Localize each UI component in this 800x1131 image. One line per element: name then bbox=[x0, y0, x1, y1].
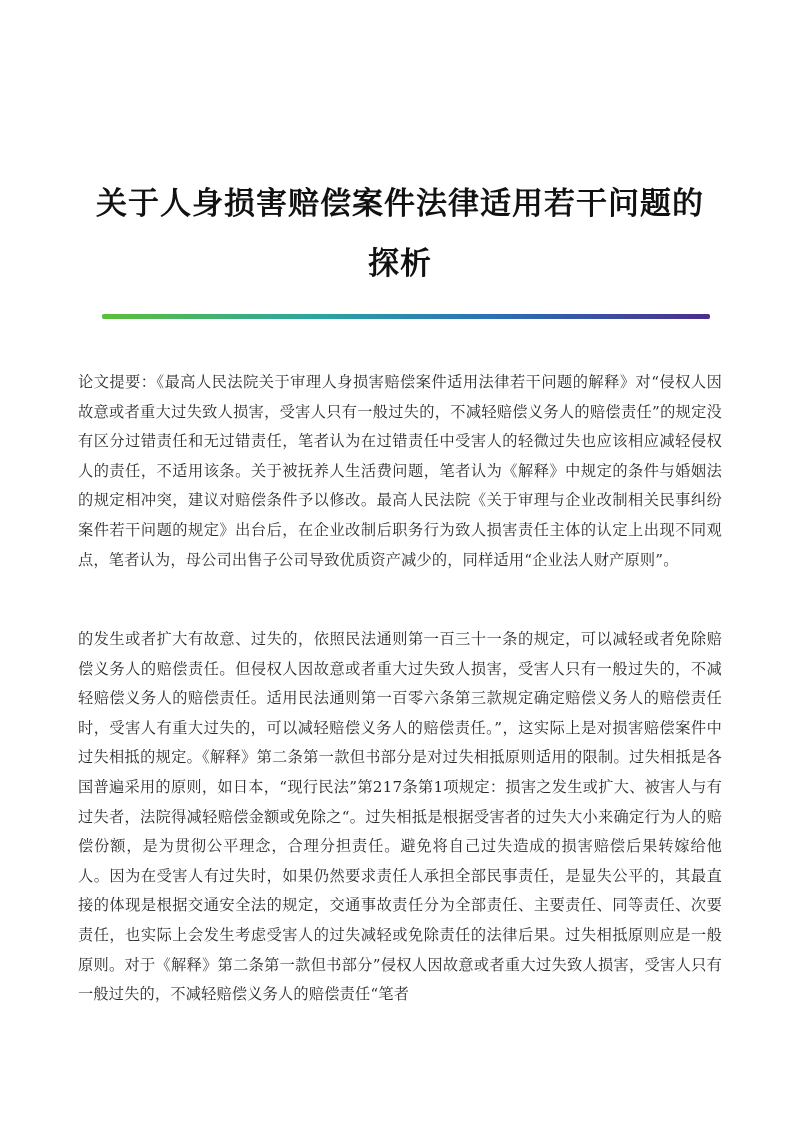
title-divider bbox=[102, 314, 710, 319]
document-title bbox=[60, 174, 740, 294]
body-paragraph: 的发生或者扩大有故意、过失的，依照民法通则第一百三十一条的规定，可以减轻或者免除赔偿义务人的赔偿责任。但侵权人因故意或者重大过失致人损害，受害人只有一般过失的，不减轻赔偿义务人的赔偿责任。适用民法通则第一百零六条第三款规定确定赔偿义务人的赔偿责任时，受害人有重大过失的，可以减轻赔偿义务人的赔偿责任。”，这实际上是对损害赔偿案件中过失相抵的规定。《解释》第二条第一款但书部分是对过失相抵原则适用的限制。过失相抵是各国普遍采用的原则，如日本，“现行民法”第217条第1项规定：损害之发生或扩大、被害人与有过失者，法院得减轻赔偿金额或免除之“。过失相抵是根据受害者的过失大小来确定行为人的赔偿份额，是为贯彻公平理念，合理分担责任。避免将自己过失造成的损害赔偿后果转嫁给他人。因为在受害人有过失时，如果仍然要求责任人承担全部民事责任，是显失公平的，其最直接的体现是根据交通安全法的规定，交通事故责任分为全部责任、主要责任、同等责任、次要责任，也实际上会发生考虑受害人的过失减轻或免除责任的法律后果。过失相抵原则应是一般原则。对于《解释》第二条第一款但书部分”侵权人因故意或者重大过失致人损害，受害人只有一般过失的，不减轻赔偿义务人的赔偿责任“笔者 bbox=[78, 630, 722, 1004]
title-line-1: 关于人身损害赔偿案件法律适用若干问题的 bbox=[96, 185, 704, 222]
title-line-2: 探析 bbox=[368, 245, 432, 282]
abstract-paragraph: 论文提要：《最高人民法院关于审理人身损害赔偿案件适用法律若干问题的解释》对“侵权人因故意或者重大过失致人损害，受害人只有一般过失的，不减轻赔偿义务人的赔偿责任”的规定没有区分过错责任和无过错责任，笔者认为在过错责任中受害人的轻微过失也应该相应减轻侵权人的责任，不适用该条。关于被抚养人生活费问题，笔者认为《解释》中规定的条件与婚姻法的规定相冲突，建议对赔偿条件予以修改。最高人民法院《关于审理与企业改制相关民事纠纷案件若干问题的规定》出台后，在企业改制后职务行为致人损害责任主体的认定上出现不同观点，笔者认为，母公司出售子公司导致优质资产减少的，同样适用“企业法人财产原则”。 bbox=[78, 373, 722, 569]
